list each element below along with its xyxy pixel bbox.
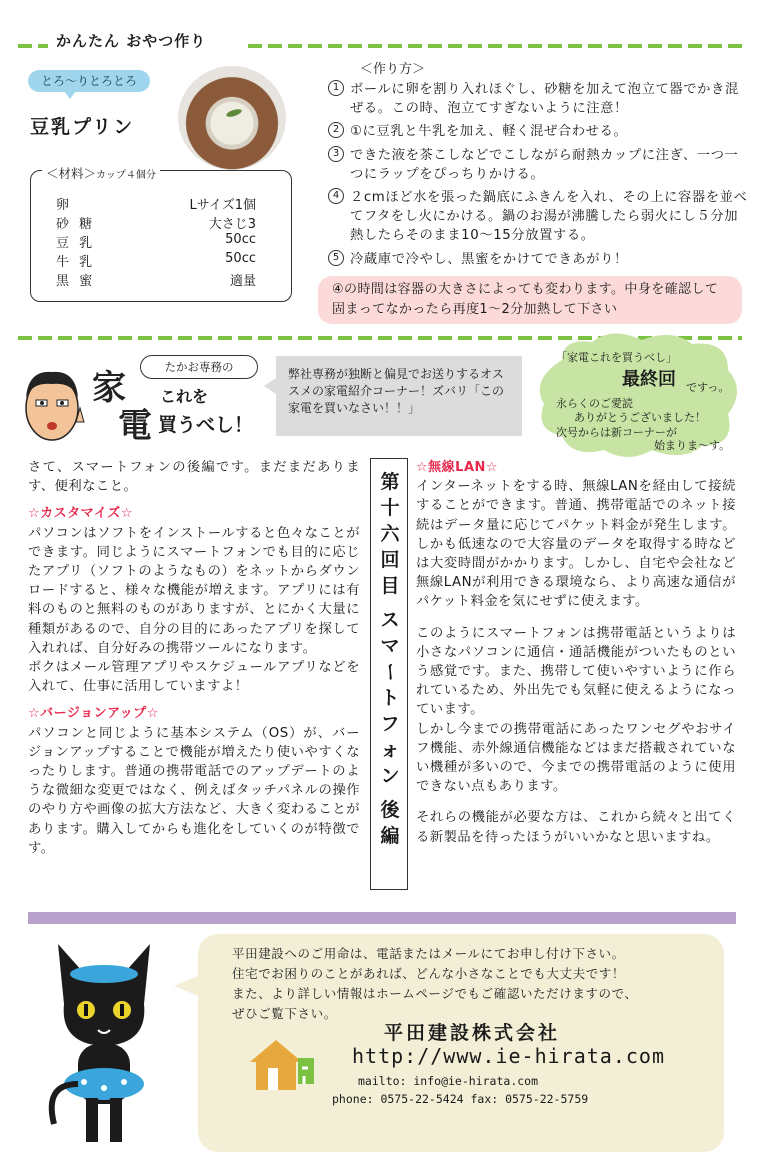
heading-versionup: ☆バージョンアップ☆ (28, 706, 159, 722)
left-column (28, 458, 360, 858)
step-text: ①に豆乳と牛乳を加え、軽く混ぜ合わせる。 (350, 124, 628, 139)
website-link[interactable]: http://www.ie-hirata.com (352, 1044, 665, 1068)
kaden-title-den: 電 (118, 406, 152, 446)
vt-char: 十 (380, 497, 400, 519)
mint-leaf (225, 108, 242, 119)
ingredient-row (56, 213, 256, 231)
recipe-step (328, 146, 748, 184)
ingredient-name: 牛 乳 (56, 255, 96, 270)
cloud-line-2b: ですっ。 (686, 381, 730, 394)
article-intro: さて、スマートフォンの後編です。まだまだあります、便利なこと。 (28, 460, 360, 495)
ingredients-heading (42, 164, 160, 182)
cloud-line-4: ありがとうございました！ (574, 411, 706, 424)
ingredient-value: 適量 (229, 274, 256, 289)
ingredient-value: 50cc (225, 232, 256, 247)
kaden-title-korewo: これを (160, 387, 209, 406)
paragraph-summary-2: しかし今までの携帯電話にあったワンセグやおサイフ機能、赤外線通信機能などはまだ搭載されていない機種が多いので、今までの携帯電話のように使用できない点もあります。 (416, 721, 736, 795)
top-divider (248, 44, 742, 48)
kaden-title-ie: 家 (92, 368, 126, 408)
right-column (416, 458, 736, 847)
pudding-photo (178, 66, 286, 170)
paragraph-wireless-lan: インターネットをする時、無線LANを経由して接続することができます。普通、携帯電話でのネット接続はデータ量に応じてパケット料金が発生します。しかも低速なので大容量のデータを取得する時などは大変時間がかかります。しかし、自宅や会社など無線LANが利用できる環境なら、より高速な通信がパケット料金を気にせずに使えます。 (416, 479, 736, 610)
vertical-title (375, 469, 405, 849)
recipe-tag-bubble: とろ～りとろとろ (28, 70, 150, 92)
vt-char: 目 (380, 575, 400, 597)
heading-customize: ☆カスタマイズ☆ (28, 506, 133, 522)
dish-name: 豆乳プリン (30, 116, 135, 138)
cloud-line-5: 次号からは新コーナーが (556, 426, 677, 439)
cloud-final: 最終回 (622, 369, 676, 390)
ingredient-name: 砂 糖 (56, 217, 96, 232)
ingredients-label: ＜材料＞ (46, 166, 97, 181)
paragraph-customize-2: ボクはメール管理アプリやスケジュールアプリなどを入れて、仕事に活用していますよ！ (28, 660, 360, 695)
phone-fax: phone: 0575-22-5424 fax: 0575-22-5759 (332, 1092, 589, 1106)
ingredient-value: 大さじ3 (208, 217, 256, 232)
senmu-tag-bubble: たかお専務の (140, 355, 258, 379)
ingredient-row (56, 251, 256, 269)
ingredient-row (56, 194, 256, 212)
footer-divider (28, 912, 736, 924)
step-text: ボールに卵を割り入れほぐし、砂糖を加えて泡立て器でかき混ぜる。この時、泡立てすぎないように注意！ (350, 82, 739, 116)
vt-char: ォ (380, 739, 400, 761)
cloud-line-3: 永らくのご愛読 (556, 397, 633, 410)
ingredient-name: 豆 乳 (56, 236, 96, 251)
ingredient-value: 50cc (225, 251, 256, 266)
heading-wireless-lan: ☆無線LAN☆ (416, 460, 499, 475)
footer-line-3: また、より詳しい情報はホームページでもご確認いただけますので、 (232, 986, 638, 1001)
paragraph-customize: パソコンはソフトをインストールすると色々なことができます。同じようにスマートフォンでも目的に応じたアプリ（ソフトのようなもの）をネットからダウンロードすると、様々な機能が増えます。アプリには有料のものと無料のものがありますが、とにかく大量に種類があるので、自分の目的にあったアプリを探して入れれば、自分好みの携帯ツールになります。 (28, 525, 360, 656)
ingredients-qty: カップ４個分 (96, 170, 156, 181)
step-number: 4 (328, 188, 344, 204)
ingredient-name: 黒 蜜 (56, 274, 96, 289)
recipe-note: ④の時間は容器の大きさによっても変わります。中身を確認して固まってなかったら再度1～2分加熱して下さい (318, 276, 742, 324)
footer-line-1: 平田建設へのご用命は、電話またはメールにてお申し付け下さい。 (232, 946, 625, 961)
ingredient-value: Lサイズ1個 (189, 198, 256, 213)
step-number: 5 (328, 250, 344, 266)
recipe-step (328, 80, 748, 118)
paragraph-summary: このようにスマートフォンは携帯電話というよりは小さなパソコンに通信・通話機能がついたものという感覚です。また、携帯して使いやすいように作られているため、外出先でも気軽に使えるようになっています。 (416, 625, 736, 718)
ingredient-row (56, 270, 256, 288)
vt-char: ー (379, 662, 401, 682)
vt-char: 編 (380, 825, 400, 847)
vt-char: 回 (380, 549, 400, 571)
recipe-step (328, 250, 748, 269)
vt-char: ト (380, 687, 400, 709)
company-name: 平田建設株式会社 (384, 1022, 561, 1044)
step-text: 冷蔵庫で冷やし、黒蜜をかけてできあがり！ (350, 252, 628, 267)
vertical-title-box (370, 458, 408, 890)
step-number: 1 (328, 80, 344, 96)
vt-char: 六 (380, 523, 400, 545)
ingredient-row (56, 232, 256, 250)
footer-line-2: 住宅でお困りのことがあれば、どんな小さなことでも大丈夫です！ (232, 966, 626, 981)
kaden-title-kaubeshi: 買うべし！ (158, 414, 254, 436)
recipe-step (328, 122, 748, 141)
step-number: 2 (328, 122, 344, 138)
vt-char: 第 (380, 471, 400, 493)
vt-char: ス (380, 609, 400, 631)
vt-char: ン (380, 765, 400, 787)
recipe-section-title: かんたん おやつ作り (56, 32, 207, 50)
footer-line-4: ぜひご覧下さい。 (232, 1006, 337, 1021)
house-logo-icon (246, 1036, 318, 1094)
paragraph-conclusion: それらの機能が必要な方は、これから続々と出てくる新製品を待ったほうがいいかなと思いますね。 (416, 810, 736, 845)
step-text: できた液を茶こしなどでこしながら耐熱カップに注ぎ、一つ一つにラップをぴっちりかける。 (350, 148, 739, 182)
vt-char: フ (380, 713, 400, 735)
intro-box: 弊社専務が独断と偏見でお送りするオススメの家電紹介コーナー！ズバリ「この家電を買いなさい！！」 (276, 356, 522, 436)
how-to-heading: ＜作り方＞ (360, 62, 426, 77)
cloud-line-6: 始まりま～す。 (654, 439, 731, 452)
paragraph-versionup: パソコンと同じように基本システム（OS）が、バージョンアップすることで機能が増えたり使いやすくなったりします。普通の携帯電話でのアップデートのような微細な変更ではなく、例えばタッチパネルの操作のやり方や画像の拡大方法など、大きく変わることがあります。購入してからも進化をしていくのが特徴です。 (28, 725, 360, 856)
step-text: ２cmほど水を張った鍋底にふきんを入れ、その上に容器を並べてフタをし火にかける。鍋のお湯が沸騰したら弱火にし５分加熱したらそのまま10～15分放置する。 (350, 190, 748, 243)
step-number: 3 (328, 146, 344, 162)
cloud-line-1: 「家電これを買うべし」 (556, 351, 677, 364)
vt-char: 後 (380, 799, 400, 821)
cat-mascot-illustration (44, 934, 164, 1156)
email-link[interactable]: mailto: info@ie-hirata.com (358, 1074, 539, 1088)
vt-char: マ (380, 635, 400, 657)
recipe-step (328, 188, 748, 245)
top-divider-left (18, 44, 48, 48)
ingredient-name: 卵 (56, 198, 73, 213)
senmu-face-illustration (14, 360, 90, 448)
